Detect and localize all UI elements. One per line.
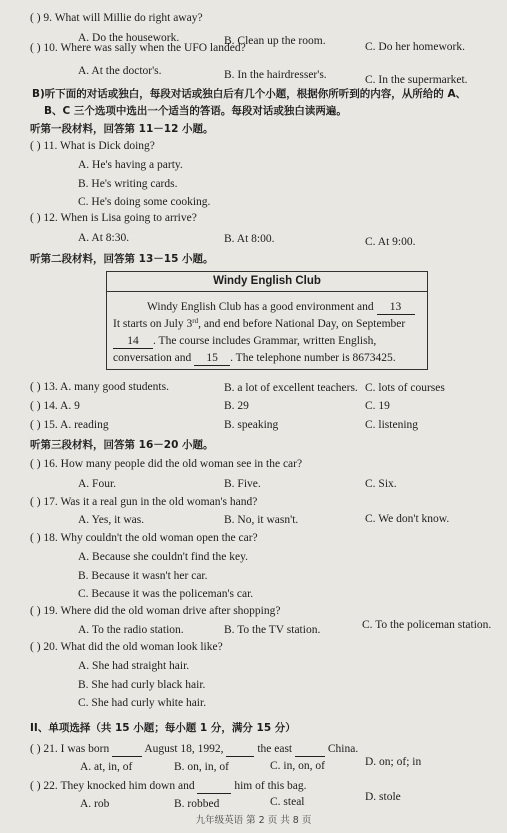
q18-option-b: B. Because it wasn't her car. xyxy=(78,570,208,582)
q21-part4: China. xyxy=(327,743,359,755)
q18-option-c: C. Because it was the policeman's car. xyxy=(78,588,254,600)
q9-option-a: A. Do the housework. xyxy=(78,32,180,44)
q22-option-c: C. steal xyxy=(270,796,305,808)
blank-14: 14 xyxy=(113,334,153,349)
q20-stem: ( ) 20. What did the old woman look like? xyxy=(30,641,223,653)
q19-option-c: C. To the policeman station. xyxy=(362,619,492,631)
blank-15: 15 xyxy=(194,351,230,366)
q13-stem: ( ) 13. A. many good students. xyxy=(30,381,169,393)
club-line-4 xyxy=(113,351,421,366)
q11-option-c: C. He's doing some cooking. xyxy=(78,196,211,208)
q12-option-a: A. At 8:30. xyxy=(78,232,130,244)
club-line-1 xyxy=(113,300,421,315)
q17-option-b: B. No, it wasn't. xyxy=(224,514,299,526)
windy-english-club-notice xyxy=(106,271,428,370)
club-line-3-text: . The course includes Grammar, written English, xyxy=(153,335,377,347)
q19-option-a: A. To the radio station. xyxy=(78,624,184,636)
q21-option-c: C. in, on, of xyxy=(270,760,325,772)
section-b-instruction-line2: B、C 三个选项中选出一个适当的答语。每段对话或独白读两遍。 xyxy=(44,105,347,117)
q21-option-d: D. on; of; in xyxy=(365,756,422,768)
q20-option-b: B. She had curly black hair. xyxy=(78,679,206,691)
q21-part1: ( ) 21. I was born xyxy=(30,743,110,755)
q15-option-b: B. speaking xyxy=(224,419,279,431)
q17-option-c: C. We don't know. xyxy=(365,513,450,525)
q18-option-a: A. Because she couldn't find the key. xyxy=(78,551,248,563)
q19-option-b: B. To the TV station. xyxy=(224,624,321,636)
q12-option-b: B. At 8:00. xyxy=(224,233,275,245)
q10-option-a: A. At the doctor's. xyxy=(78,65,162,77)
q22-option-b: B. robbed xyxy=(174,798,220,810)
club-line-4-start: conversation and xyxy=(113,352,192,364)
q18-stem: ( ) 18. Why couldn't the old woman open the car? xyxy=(30,532,258,544)
q17-option-a: A. Yes, it was. xyxy=(78,514,145,526)
q21-option-b: B. on, in, of xyxy=(174,761,229,773)
q22-part1: ( ) 22. They knocked him down and xyxy=(30,780,195,792)
club-title: Windy English Club xyxy=(107,272,427,292)
q21-stem xyxy=(30,742,358,757)
q12-option-c: C. At 9:00. xyxy=(365,236,416,248)
q20-option-c: C. She had curly white hair. xyxy=(78,697,207,709)
q21-part3: the east xyxy=(257,743,293,755)
q21-option-a: A. at, in, of xyxy=(80,761,133,773)
section-b-instruction-line1: B)听下面的对话或独白，每段对话或独白后有几个小题，根据你所听到的内容，从所给的 A、 xyxy=(32,88,467,100)
q16-option-b: B. Five. xyxy=(224,478,261,490)
q15-stem: ( ) 15. A. reading xyxy=(30,419,109,431)
q9-option-b: B. Clean up the room. xyxy=(224,35,326,47)
q21-blank-2 xyxy=(226,742,254,757)
q14-option-b: B. 29 xyxy=(224,400,249,412)
q11-stem: ( ) 11. What is Dick doing? xyxy=(30,140,155,152)
club-line-2-end: , and end before National Day, on September xyxy=(198,318,406,330)
q22-option-d: D. stole xyxy=(365,791,401,803)
q22-stem xyxy=(30,779,307,794)
q22-blank xyxy=(197,779,231,794)
q10-stem: ( ) 10. Where was sally when the UFO landed? xyxy=(30,42,246,54)
q21-blank-3 xyxy=(295,742,325,757)
q21-blank-1 xyxy=(112,742,142,757)
q10-option-c: C. In the supermarket. xyxy=(365,74,468,86)
q21-part2: August 18, 1992, xyxy=(144,743,224,755)
q19-stem: ( ) 19. Where did the old woman drive after shopping? xyxy=(30,605,281,617)
part1-heading: 听第一段材料，回答第 11－12 小题。 xyxy=(30,123,214,135)
q9-stem: ( ) 9. What will Millie do right away? xyxy=(30,12,203,24)
club-line-4-end: . The telephone number is 8673425. xyxy=(230,352,396,364)
q11-option-a: A. He's having a party. xyxy=(78,159,183,171)
q14-stem: ( ) 14. A. 9 xyxy=(30,400,80,412)
club-line-1-text: Windy English Club has a good environment and xyxy=(147,301,374,313)
part2-heading: 听第二段材料，回答第 13－15 小题。 xyxy=(30,253,214,265)
q9-option-c: C. Do her homework. xyxy=(365,41,465,53)
club-line-2-start: It starts on July 3 xyxy=(113,318,193,330)
q22-part2: him of this bag. xyxy=(234,780,307,792)
q16-stem: ( ) 16. How many people did the old woman see in the car? xyxy=(30,458,303,470)
q13-option-b: B. a lot of excellent teachers. xyxy=(224,382,358,394)
q13-option-c: C. lots of courses xyxy=(365,382,445,394)
part3-heading: 听第三段材料，回答第 16－20 小题。 xyxy=(30,439,214,451)
q20-option-a: A. She had straight hair. xyxy=(78,660,190,672)
club-line-3 xyxy=(113,334,421,349)
q11-option-b: B. He's writing cards. xyxy=(78,178,178,190)
q12-stem: ( ) 12. When is Lisa going to arrive? xyxy=(30,212,197,224)
q22-option-a: A. rob xyxy=(80,798,110,810)
section-2-heading: II、单项选择（共 15 小题；每小题 1 分，满分 15 分） xyxy=(30,722,296,734)
q16-option-c: C. Six. xyxy=(365,478,397,490)
club-line-2 xyxy=(113,317,421,331)
q14-option-c: C. 19 xyxy=(365,400,390,412)
q16-option-a: A. Four. xyxy=(78,478,117,490)
club-line-2-sup: rd xyxy=(192,317,199,325)
q15-option-c: C. listening xyxy=(365,419,419,431)
blank-13: 13 xyxy=(377,300,415,315)
q10-option-b: B. In the hairdresser's. xyxy=(224,69,327,81)
page-footer: 九年级英语 第 2 页 共 8 页 xyxy=(195,815,312,826)
q17-stem: ( ) 17. Was it a real gun in the old woman's hand? xyxy=(30,496,258,508)
